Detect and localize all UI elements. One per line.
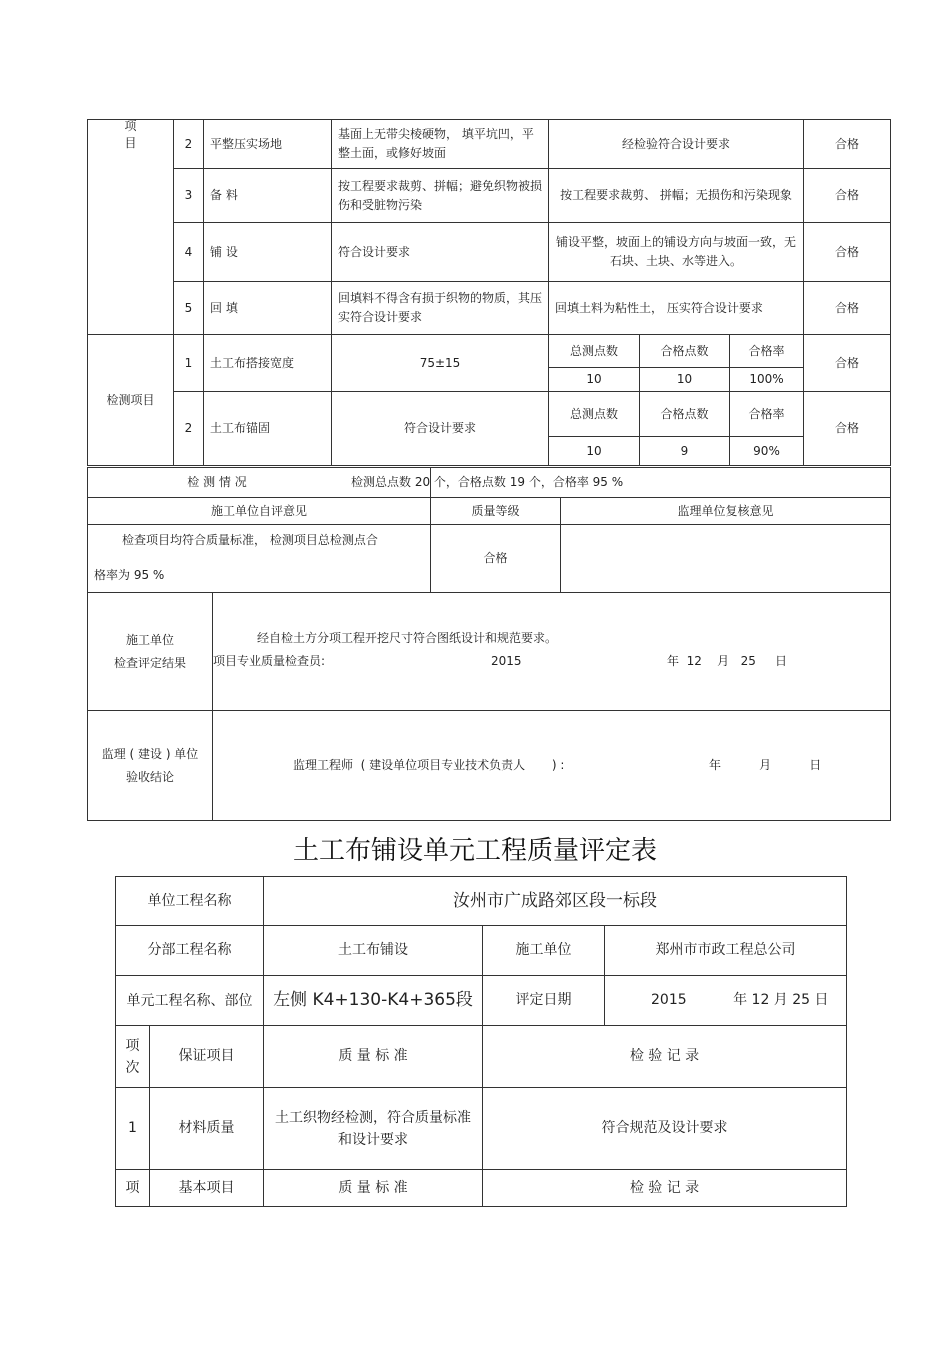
inspect-name: 土工布搭接宽度: [204, 335, 332, 392]
summary-text-value: 检测总点数 20 个，合格点数 19 个，合格率 95 %: [351, 475, 624, 489]
contractor-year: 2015: [491, 654, 522, 668]
unit-evaluation-table: [115, 876, 847, 1207]
eval-year: 2015: [651, 992, 687, 1008]
supervision-line: [213, 754, 884, 778]
header-total-points: 总测点数: [549, 335, 640, 368]
inspect-name: 土工布锚固: [204, 392, 332, 466]
item-result: 合格: [804, 120, 891, 169]
seq-header-1: 项: [125, 1037, 140, 1054]
document-title: 土工布铺设单元工程质量评定表: [292, 836, 657, 866]
item-name: 备 料: [204, 169, 332, 223]
guarantee-standard: 土工织物经检测，符合质量标准和设计要求: [264, 1088, 483, 1170]
supervision-text: 监理工程师 ( 建设单位项目专业技术负责人 ) :: [293, 757, 565, 772]
item-record: 回填土料为粘性土， 压实符合设计要求: [549, 282, 804, 335]
inspect-result: 合格: [804, 392, 891, 466]
grade-header: 质量等级: [431, 498, 561, 525]
basic-record-label: 检 验 记 录: [483, 1170, 847, 1207]
self-eval-line-2: 格率为 95 %: [94, 568, 165, 582]
contractor-text: 经自检土方分项工程开挖尺寸符合图纸设计和规范要求。: [257, 631, 558, 645]
inspect-result: 合格: [804, 335, 891, 392]
item-name: 回 填: [204, 282, 332, 335]
item-record: 按工程要求裁剪、 拼幅；无损伤和污染现象: [549, 169, 804, 223]
header-pass-points: 合格点数: [640, 335, 730, 368]
inspect-standard: 符合设计要求: [332, 392, 549, 466]
items-label-bottom: 目: [124, 136, 137, 150]
supervision-date: 年 月 日: [709, 757, 822, 772]
pass-rate: 90%: [730, 437, 804, 466]
items-label-cell: [88, 120, 174, 335]
header-total-points: 总测点数: [549, 392, 640, 437]
pass-points: 9: [640, 437, 730, 466]
item-no: 4: [174, 223, 204, 282]
inspector-label: 项目专业质量检查员:: [213, 654, 326, 668]
header-pass-points: 合格点数: [640, 392, 730, 437]
supervision-cell: [213, 711, 891, 821]
seq-header: [116, 1026, 150, 1088]
inspector-line: [213, 650, 884, 674]
summary-label: 检 测 情 况: [88, 468, 431, 498]
guarantee-name: 材料质量: [150, 1088, 264, 1170]
header-pass-rate: 合格率: [730, 392, 804, 437]
supervision-label: [88, 711, 213, 821]
inspect-no: 1: [174, 335, 204, 392]
division-label: 分部工程名称: [116, 926, 264, 976]
self-eval-cell: [88, 525, 431, 593]
contractor-label: 施工单位: [483, 926, 605, 976]
basic-items-table: [87, 119, 891, 466]
total-points: 10: [549, 368, 640, 392]
guarantee-record: 符合规范及设计要求: [483, 1088, 847, 1170]
contractor-label-2: 检查评定结果: [113, 655, 186, 670]
evaluation-summary-table: [87, 467, 891, 821]
item-name: 铺 设: [204, 223, 332, 282]
item-name: 平整压实场地: [204, 120, 332, 169]
item-standard: 基面上无带尖棱硬物， 填平坑凹，平整土面，或修好坡面: [332, 120, 549, 169]
contractor-date: 年 12 月 25 日: [667, 654, 787, 668]
item-standard: 回填料不得含有损于织物的物质，其压实符合设计要求: [332, 282, 549, 335]
unit-project-value: 汝州市广成路郊区段一标段: [264, 877, 847, 926]
contractor-result-cell: [213, 593, 891, 711]
supervisor-header: 监理单位复核意见: [561, 498, 891, 525]
contractor-value: 郑州市市政工程总公司: [605, 926, 847, 976]
inspection-label: 检测项目: [88, 335, 174, 466]
basic-seq: 项: [116, 1170, 150, 1207]
grade-value: 合格: [431, 525, 561, 593]
contractor-label-1: 施工单位: [125, 632, 174, 647]
seq-header-2: 次: [125, 1059, 140, 1076]
unit-project-label: 单位工程名称: [116, 877, 264, 926]
item-no: 2: [174, 120, 204, 169]
item-standard: 按工程要求裁剪、拼幅；避免织物被损伤和受脏物污染: [332, 169, 549, 223]
eval-date-cell: [605, 976, 847, 1026]
self-eval-header: 施工单位自评意见: [88, 498, 431, 525]
supervision-label-2: 验收结论: [125, 769, 174, 784]
item-no: 3: [174, 169, 204, 223]
division-value: 土工布铺设: [264, 926, 483, 976]
item-record: 经检验符合设计要求: [549, 120, 804, 169]
item-result: 合格: [804, 282, 891, 335]
basic-label: 基本项目: [150, 1170, 264, 1207]
eval-date-label: 评定日期: [483, 976, 605, 1026]
quality-std-label: 质 量 标 准: [264, 1026, 483, 1088]
guarantee-label: 保证项目: [150, 1026, 264, 1088]
contractor-result-label: [88, 593, 213, 711]
supervision-label-1: 监理 ( 建设 ) 单位: [101, 746, 199, 761]
inspect-no: 2: [174, 392, 204, 466]
element-label: 单元工程名称、部位: [116, 976, 264, 1026]
pass-points: 10: [640, 368, 730, 392]
self-eval-line-1: 检查项目均符合质量标准， 检测项目总检测点合: [122, 533, 378, 547]
item-record: 铺设平整，坡面上的铺设方向与坡面一致，无石块、土块、水等进入。: [549, 223, 804, 282]
element-value: 左侧 K4+130-K4+365段: [264, 976, 483, 1026]
total-points: 10: [549, 437, 640, 466]
inspect-record-label: 检 验 记 录: [483, 1026, 847, 1088]
items-label-top: 项: [124, 119, 137, 133]
basic-std-label: 质 量 标 准: [264, 1170, 483, 1207]
item-result: 合格: [804, 223, 891, 282]
guarantee-no: 1: [116, 1088, 150, 1170]
eval-date: 年 12 月 25 日: [733, 992, 829, 1008]
item-no: 5: [174, 282, 204, 335]
pass-rate: 100%: [730, 368, 804, 392]
inspect-standard: 75±15: [332, 335, 549, 392]
summary-text: [351, 468, 891, 498]
item-standard: 符合设计要求: [332, 223, 549, 282]
item-result: 合格: [804, 169, 891, 223]
header-pass-rate: 合格率: [730, 335, 804, 368]
supervisor-opinion: [561, 525, 891, 593]
